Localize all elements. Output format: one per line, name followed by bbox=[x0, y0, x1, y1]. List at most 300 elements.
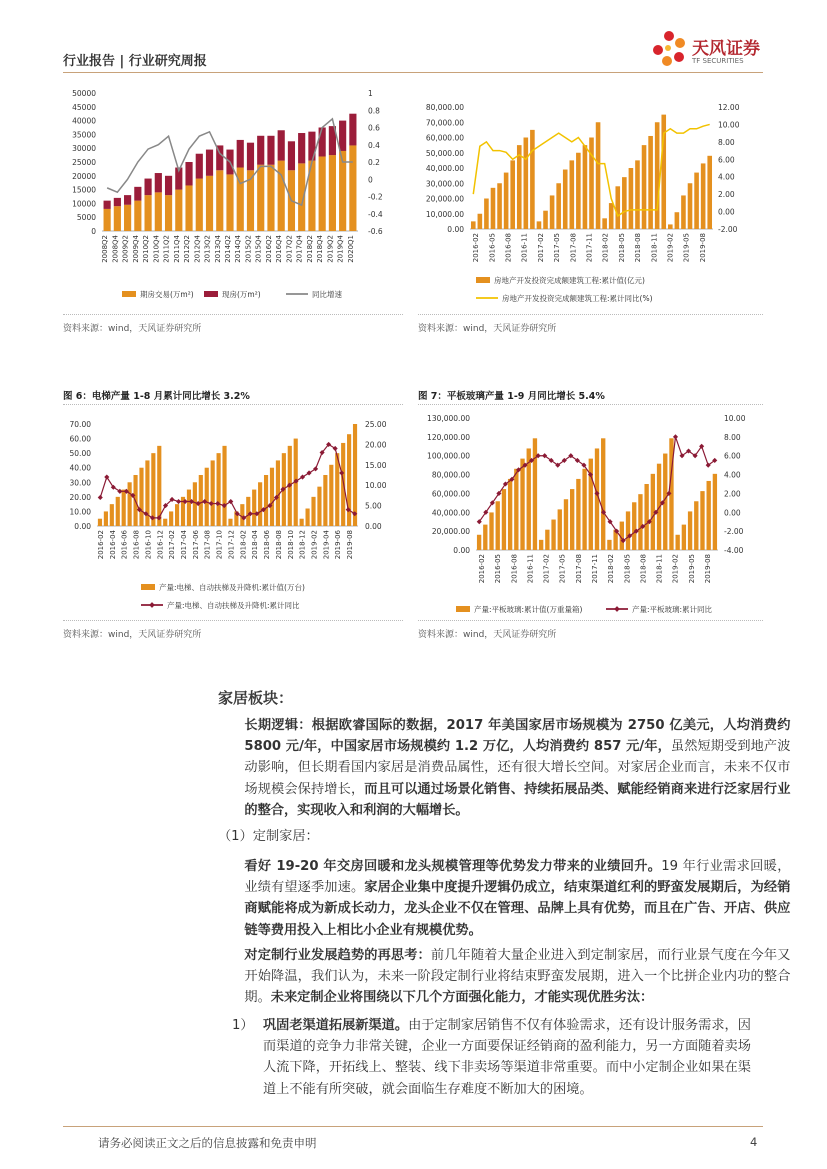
legend-label: 现房(万m²) bbox=[222, 290, 261, 299]
bar-investment bbox=[622, 177, 627, 229]
bar-glass bbox=[520, 459, 524, 550]
x-tick-label: 2017-06 bbox=[191, 530, 200, 560]
bar-elevator bbox=[222, 446, 226, 526]
bar-glass bbox=[576, 479, 580, 550]
y2-tick-label: 5.00 bbox=[365, 501, 382, 511]
bar-elevator bbox=[323, 475, 327, 526]
y-tick-label: 35000 bbox=[72, 130, 96, 140]
legend-label: 产量:电梯、自动扶梯及升降机:累计值(万台) bbox=[159, 583, 305, 592]
bar-spot bbox=[134, 187, 141, 201]
y2-tick-label: 4.00 bbox=[718, 172, 735, 182]
bar-investment bbox=[550, 195, 555, 229]
p3-bold: 对定制行业发展趋势的再思考： bbox=[244, 948, 431, 963]
x-tick-label: 2008Q4 bbox=[111, 235, 120, 263]
x-tick-label: 2017-10 bbox=[215, 530, 224, 560]
bar-elevator bbox=[353, 424, 357, 526]
legend-label: 产量:平板玻璃:累计同比 bbox=[632, 605, 713, 614]
x-tick-label: 2017Q2 bbox=[285, 235, 294, 263]
x-tick-label: 2016-04 bbox=[108, 530, 117, 560]
y2-tick-label: -2.00 bbox=[718, 225, 738, 234]
legend-label: 产量:平板玻璃:累计值(万重量箱) bbox=[474, 605, 583, 614]
x-tick-label: 2018-08 bbox=[634, 233, 643, 263]
x-tick-label: 2020Q1 bbox=[346, 235, 355, 263]
y-tick-label: 20,000.00 bbox=[425, 194, 464, 204]
legend-label: 房地产开发投资完成额建筑工程:累计值(亿元) bbox=[494, 276, 645, 285]
bar-futures bbox=[257, 165, 264, 231]
legend-swatch bbox=[141, 584, 155, 590]
bar-elevator bbox=[122, 490, 126, 526]
x-tick-label: 2019-05 bbox=[687, 554, 696, 584]
legend-swatch bbox=[122, 291, 136, 297]
x-tick-label: 2017-02 bbox=[536, 233, 545, 263]
legend-swatch bbox=[476, 277, 490, 283]
bar-elevator bbox=[317, 487, 321, 526]
bar-spot bbox=[155, 173, 162, 192]
y-tick-label: 70,000.00 bbox=[425, 118, 464, 128]
bar-glass bbox=[694, 501, 698, 550]
bar-futures bbox=[278, 161, 285, 231]
y2-tick-label: 0.2 bbox=[368, 158, 380, 167]
item1-bold: 巩固老渠道拓展新渠道。 bbox=[263, 1018, 409, 1033]
y2-tick-label: -0.2 bbox=[368, 192, 383, 202]
y2-tick-label: 15.00 bbox=[365, 460, 387, 470]
y2-tick-label: 10.00 bbox=[718, 120, 740, 130]
y-tick-label: 80,000.00 bbox=[431, 470, 470, 480]
bar-glass bbox=[700, 491, 704, 550]
list-item-number: 1） bbox=[232, 1018, 254, 1033]
company-logo bbox=[648, 28, 768, 74]
bar-glass bbox=[483, 525, 487, 550]
bar-spot bbox=[257, 136, 264, 165]
bar-elevator bbox=[347, 434, 351, 526]
x-tick-label: 2016-08 bbox=[504, 233, 513, 263]
bar-investment bbox=[681, 195, 686, 229]
x-tick-label: 2017-05 bbox=[553, 233, 562, 263]
y2-tick-label: 2.00 bbox=[724, 489, 741, 499]
bar-elevator bbox=[258, 482, 262, 526]
bar-elevator bbox=[240, 504, 244, 526]
bar-spot bbox=[104, 201, 111, 209]
y-tick-label: 20.00 bbox=[69, 492, 91, 502]
bar-glass bbox=[713, 474, 717, 550]
bar-glass bbox=[707, 481, 711, 550]
bar-elevator bbox=[187, 490, 191, 526]
bar-futures bbox=[104, 209, 111, 231]
bar-glass bbox=[632, 502, 636, 550]
x-tick-label: 2016-12 bbox=[156, 530, 165, 560]
x-tick-label: 2018-12 bbox=[298, 530, 307, 560]
x-tick-label: 2019Q4 bbox=[336, 235, 345, 263]
bar-futures bbox=[185, 185, 192, 231]
divider bbox=[418, 404, 763, 405]
y2-tick-label: 20.00 bbox=[365, 440, 387, 450]
bar-elevator bbox=[175, 504, 179, 526]
bar-spot bbox=[247, 143, 254, 171]
x-tick-label: 2018-05 bbox=[617, 233, 626, 263]
y2-tick-label: 0.6 bbox=[368, 123, 380, 133]
y-tick-label: 0 bbox=[91, 227, 96, 236]
y-tick-label: 120,000.00 bbox=[427, 432, 470, 442]
divider bbox=[63, 314, 403, 315]
x-tick-label: 2019Q2 bbox=[326, 235, 335, 263]
bar-investment bbox=[497, 183, 502, 229]
p2-normal: 19 年行业需求回暖，业绩有望逐季加速。 bbox=[244, 859, 791, 896]
x-tick-label: 2018Q2 bbox=[305, 234, 314, 263]
y-tick-label: 80,000.00 bbox=[425, 103, 464, 112]
y2-tick-label: 0.4 bbox=[368, 140, 380, 150]
bar-investment bbox=[701, 163, 706, 229]
y-tick-label: 0.00 bbox=[453, 546, 470, 555]
bar-futures bbox=[267, 165, 274, 231]
x-tick-label: 2014Q2 bbox=[224, 235, 232, 263]
legend-swatch-marker bbox=[149, 602, 155, 608]
chart-source: 资料来源：wind，天风证券研究所 bbox=[63, 324, 202, 334]
bar-elevator bbox=[199, 475, 203, 526]
bar-spot bbox=[114, 198, 121, 206]
x-tick-label: 2015Q2 bbox=[244, 235, 253, 263]
x-tick-label: 2017-08 bbox=[569, 233, 578, 263]
y-tick-label: 50000 bbox=[72, 89, 96, 98]
x-tick-label: 2016-02 bbox=[472, 233, 481, 263]
y-tick-label: 5000 bbox=[76, 213, 96, 223]
x-tick-label: 2017-08 bbox=[203, 530, 212, 560]
section-title: 家居板块： bbox=[218, 689, 294, 707]
y2-tick-label: 0.00 bbox=[718, 207, 735, 217]
chart-source: 资料来源：wind，天风证券研究所 bbox=[63, 630, 202, 640]
bar-elevator bbox=[98, 519, 102, 526]
bar-elevator bbox=[335, 453, 339, 526]
bar-elevator bbox=[139, 468, 143, 526]
bar-investment bbox=[615, 186, 620, 229]
p3-normal: 前几年随着大量企业进入到定制家居，而行业景气度在今年又开始降温，我们认为，未来一阶段定制行业将结束野蛮发展期，进入一个比拼企业内功的整合期。 bbox=[244, 948, 791, 1006]
y-tick-label: 50,000.00 bbox=[425, 148, 464, 158]
list-item-channels bbox=[232, 1015, 764, 1100]
x-tick-label: 2018-08 bbox=[639, 554, 648, 584]
y2-tick-label: 12.00 bbox=[718, 103, 740, 112]
bar-spot bbox=[319, 128, 326, 157]
bar-futures bbox=[134, 201, 141, 231]
bar-investment bbox=[543, 211, 548, 229]
bar-glass bbox=[496, 501, 500, 550]
x-tick-label: 2016-08 bbox=[132, 530, 141, 560]
bar-investment bbox=[576, 153, 581, 229]
footer-divider bbox=[63, 1126, 763, 1127]
bar-futures bbox=[339, 151, 346, 231]
y2-tick-label: 0.00 bbox=[365, 522, 382, 531]
y-tick-label: 60,000.00 bbox=[431, 489, 470, 499]
bar-glass bbox=[564, 499, 568, 550]
subheading-custom-furniture: （1）定制家居： bbox=[218, 829, 319, 844]
y-tick-label: 10,000.00 bbox=[425, 209, 464, 219]
x-tick-label: 2017-08 bbox=[574, 554, 583, 584]
x-tick-label: 2019-05 bbox=[682, 233, 691, 263]
y2-tick-label: -0.6 bbox=[368, 227, 383, 236]
bar-elevator bbox=[306, 509, 310, 526]
bar-glass bbox=[570, 489, 574, 550]
y2-tick-label: 8.00 bbox=[724, 432, 741, 442]
bar-futures bbox=[114, 206, 121, 231]
bar-glass bbox=[551, 520, 555, 550]
y2-tick-label: 8.00 bbox=[718, 137, 735, 147]
bar-spot bbox=[165, 176, 172, 195]
chart-source: 资料来源：wind，天风证券研究所 bbox=[418, 630, 557, 640]
logo-en: TF SECURITIES bbox=[692, 57, 744, 65]
footer-disclaimer: 请务必阅读正文之后的信息披露和免责申明 bbox=[98, 1136, 317, 1150]
bar-elevator bbox=[246, 497, 250, 526]
bar-glass bbox=[638, 494, 642, 550]
x-tick-label: 2018-10 bbox=[286, 530, 295, 560]
bar-glass bbox=[675, 535, 679, 550]
y-tick-label: 130,000.00 bbox=[427, 414, 470, 423]
x-tick-label: 2010Q2 bbox=[142, 235, 151, 263]
x-tick-label: 2012Q4 bbox=[193, 235, 202, 263]
x-tick-label: 2019-08 bbox=[698, 233, 707, 263]
bar-elevator bbox=[311, 497, 315, 526]
x-tick-label: 2017-11 bbox=[591, 554, 599, 584]
bar-investment bbox=[668, 224, 673, 229]
y2-tick-label: -2.00 bbox=[724, 527, 744, 537]
bar-investment bbox=[471, 221, 476, 229]
y-tick-label: 20,000.00 bbox=[431, 527, 470, 537]
bar-spot bbox=[237, 140, 244, 168]
y2-tick-label: -0.4 bbox=[368, 209, 383, 219]
bar-investment bbox=[655, 122, 660, 229]
bar-investment bbox=[504, 173, 509, 229]
bar-spot bbox=[267, 136, 274, 165]
x-tick-label: 2018-06 bbox=[263, 530, 272, 560]
x-tick-label: 2017-02 bbox=[168, 530, 177, 560]
bar-investment bbox=[583, 145, 588, 229]
x-tick-label: 2016-05 bbox=[488, 233, 497, 263]
logo-name: 天风证券 bbox=[692, 39, 760, 59]
bar-elevator bbox=[163, 519, 167, 526]
figure-6-title: 图 6：电梯产量 1-8 月累计同比增长 3.2% bbox=[63, 391, 250, 402]
bar-elevator bbox=[211, 460, 215, 526]
y2-tick-label: 1 bbox=[368, 89, 373, 98]
y2-tick-label: 0.8 bbox=[368, 106, 380, 116]
bar-glass bbox=[626, 511, 630, 550]
y-tick-label: 100,000.00 bbox=[427, 451, 470, 461]
y-tick-label: 15000 bbox=[72, 185, 96, 195]
bar-futures bbox=[216, 170, 223, 231]
x-tick-label: 2017-11 bbox=[585, 233, 594, 263]
bar-investment bbox=[569, 160, 574, 229]
bar-investment bbox=[642, 145, 647, 229]
bar-glass bbox=[644, 484, 648, 550]
bar-elevator bbox=[270, 468, 274, 526]
bar-investment bbox=[648, 136, 653, 229]
x-tick-label: 2009Q4 bbox=[131, 235, 140, 263]
bar-investment bbox=[635, 160, 640, 229]
bar-investment bbox=[609, 203, 614, 229]
divider bbox=[63, 404, 403, 405]
y-tick-label: 40.00 bbox=[69, 463, 91, 473]
logo-flower-icon bbox=[648, 28, 690, 74]
y-tick-label: 30,000.00 bbox=[425, 179, 464, 189]
y-tick-label: 40,000.00 bbox=[425, 164, 464, 173]
bar-spot bbox=[339, 121, 346, 151]
bar-elevator bbox=[116, 497, 120, 526]
bar-glass bbox=[558, 509, 562, 550]
bar-futures bbox=[165, 195, 172, 231]
x-tick-label: 2018-02 bbox=[239, 530, 248, 560]
item1-normal: 由于定制家居销售不仅有体验需求，还有设计服务需求，因而渠道的竞争力非常关键，企业一方面要保证经销商的盈利能力，另一方面随着卖场人流下降，开拓线上、整装、线下非卖场等渠道非常重要。而中小定制企业如果在渠道上不能有所突破，就会面临生存难度不断加大的困境。 bbox=[263, 1018, 751, 1097]
bar-investment bbox=[596, 122, 601, 229]
y2-tick-label: 6.00 bbox=[724, 451, 741, 461]
x-tick-label: 2008Q2 bbox=[101, 235, 110, 263]
divider bbox=[418, 314, 763, 315]
y2-tick-label: 10.00 bbox=[724, 414, 746, 423]
bar-spot bbox=[298, 133, 305, 163]
bar-glass bbox=[502, 489, 506, 550]
x-tick-label: 2014Q4 bbox=[234, 235, 243, 263]
bar-elevator bbox=[169, 511, 173, 526]
x-tick-label: 2016-11 bbox=[526, 554, 535, 584]
paragraph-rethinking bbox=[218, 945, 790, 1009]
x-tick-label: 2017-12 bbox=[227, 530, 236, 560]
x-tick-label: 2012Q2 bbox=[183, 235, 192, 263]
bar-futures bbox=[319, 156, 326, 231]
bar-investment bbox=[602, 218, 607, 229]
bar-investment bbox=[537, 221, 542, 229]
bar-futures bbox=[226, 174, 233, 231]
p3-bold2: 未来定制企业将围绕以下几个方面强化能力，才能实现优胜劣汰： bbox=[270, 990, 654, 1006]
line-yoy bbox=[100, 444, 354, 517]
line-yoy-marker bbox=[176, 499, 181, 504]
p2-bold2: 家居企业集中度提升逻辑仍成立，结束渠道红利的野蛮发展期后，为经销商赋能将成为新成长动力，龙头企业不仅在管理、品牌上具有优势，而且在广告、开店、供应链等费用投入上相比小企业有规模优势。 bbox=[244, 880, 791, 938]
x-tick-label: 2018-11 bbox=[655, 554, 664, 584]
y-tick-label: 30000 bbox=[72, 144, 96, 154]
y-tick-label: 45000 bbox=[72, 102, 96, 112]
x-tick-label: 2013Q2 bbox=[203, 235, 212, 263]
bar-glass bbox=[489, 512, 493, 550]
x-tick-label: 2019-04 bbox=[322, 530, 331, 560]
bar-elevator bbox=[228, 519, 232, 526]
chart-source: 资料来源：wind，天风证券研究所 bbox=[418, 324, 557, 334]
y-tick-label: 40000 bbox=[72, 116, 96, 126]
y-tick-label: 70.00 bbox=[69, 420, 91, 429]
line-yoy-marker bbox=[98, 495, 103, 500]
x-tick-label: 2016-02 bbox=[478, 554, 487, 584]
x-tick-label: 2018Q4 bbox=[316, 235, 325, 263]
x-tick-label: 2016-02 bbox=[96, 530, 105, 560]
x-tick-label: 2009Q2 bbox=[121, 235, 130, 263]
bar-glass bbox=[582, 469, 586, 550]
y-tick-label: 0.00 bbox=[74, 522, 91, 531]
bar-elevator bbox=[329, 465, 333, 526]
bar-spot bbox=[144, 179, 151, 196]
chart-housing-sales bbox=[68, 85, 398, 307]
y2-tick-label: -4.00 bbox=[724, 546, 744, 555]
y-tick-label: 60.00 bbox=[69, 434, 91, 444]
bar-investment bbox=[491, 188, 496, 229]
bar-investment bbox=[510, 160, 515, 229]
bar-glass bbox=[682, 525, 686, 550]
legend-label: 房地产开发投资完成额建筑工程:累计同比(%) bbox=[502, 294, 653, 303]
page-number: 4 bbox=[750, 1135, 758, 1149]
legend-label: 期房交易(万m²) bbox=[140, 290, 194, 299]
y2-tick-label: 25.00 bbox=[365, 420, 387, 429]
bar-glass bbox=[545, 530, 549, 550]
x-tick-label: 2016-08 bbox=[510, 554, 519, 584]
x-tick-label: 2019-08 bbox=[703, 554, 712, 584]
x-tick-label: 2016-10 bbox=[144, 530, 153, 560]
x-tick-label: 2017Q4 bbox=[295, 235, 304, 263]
x-tick-label: 2015Q4 bbox=[254, 235, 263, 263]
x-tick-label: 2018-11 bbox=[650, 232, 659, 263]
bar-glass bbox=[607, 540, 611, 550]
x-tick-label: 2019-02 bbox=[671, 554, 680, 584]
x-tick-label: 2016-06 bbox=[120, 530, 129, 560]
bar-investment bbox=[707, 156, 712, 229]
x-tick-label: 2016-11 bbox=[520, 233, 529, 263]
bar-glass bbox=[514, 469, 518, 550]
x-tick-label: 2011Q4 bbox=[172, 235, 181, 263]
bar-investment bbox=[694, 173, 699, 229]
legend-label: 产量:电梯、自动扶梯及升降机:累计同比 bbox=[167, 601, 300, 610]
bar-elevator bbox=[264, 475, 268, 526]
x-tick-label: 2016Q2 bbox=[264, 235, 273, 263]
chart-elevator-output bbox=[63, 410, 398, 617]
x-tick-label: 2019-08 bbox=[346, 530, 355, 560]
bar-elevator bbox=[110, 504, 114, 526]
bar-futures bbox=[155, 192, 162, 231]
y-tick-label: 20000 bbox=[72, 171, 96, 181]
legend-swatch-marker bbox=[614, 606, 620, 612]
bar-futures bbox=[124, 205, 131, 231]
bar-glass bbox=[477, 535, 481, 550]
line-yoy-marker bbox=[673, 434, 678, 439]
legend-swatch bbox=[204, 291, 218, 297]
y2-tick-label: 4.00 bbox=[724, 470, 741, 480]
bar-glass bbox=[508, 479, 512, 550]
y-tick-label: 0.00 bbox=[447, 225, 464, 234]
bar-investment bbox=[530, 130, 535, 229]
bar-futures bbox=[329, 155, 336, 231]
bar-investment bbox=[629, 168, 634, 229]
y-tick-label: 10000 bbox=[72, 199, 96, 209]
y2-tick-label: 0.00 bbox=[724, 508, 741, 518]
bar-investment bbox=[524, 138, 529, 230]
x-tick-label: 2017-05 bbox=[558, 554, 567, 584]
chart-construction-investment bbox=[418, 95, 763, 307]
legend-label: 同比增速 bbox=[312, 290, 342, 299]
x-tick-label: 2018-08 bbox=[274, 530, 283, 560]
bar-spot bbox=[308, 132, 315, 161]
x-tick-label: 2018-04 bbox=[251, 530, 260, 560]
bar-futures bbox=[206, 176, 213, 231]
y2-tick-label: 10.00 bbox=[365, 481, 387, 491]
x-tick-label: 2019-02 bbox=[310, 530, 319, 560]
header-divider bbox=[63, 72, 763, 73]
bar-spot bbox=[278, 130, 285, 160]
bar-elevator bbox=[128, 482, 132, 526]
x-tick-label: 2016-05 bbox=[494, 554, 503, 584]
bar-spot bbox=[196, 154, 203, 179]
bar-spot bbox=[288, 141, 295, 170]
bar-investment bbox=[517, 145, 522, 229]
chart-flat-glass-output bbox=[418, 408, 763, 617]
bar-glass bbox=[601, 438, 605, 550]
y-tick-label: 60,000.00 bbox=[425, 133, 464, 143]
x-tick-label: 2018-02 bbox=[607, 554, 616, 584]
x-tick-label: 2016Q4 bbox=[275, 235, 284, 263]
x-tick-label: 2019-02 bbox=[666, 233, 675, 263]
bar-elevator bbox=[252, 490, 256, 526]
legend-swatch bbox=[456, 606, 470, 612]
x-tick-label: 2013Q4 bbox=[213, 235, 222, 263]
bar-elevator bbox=[104, 511, 108, 526]
